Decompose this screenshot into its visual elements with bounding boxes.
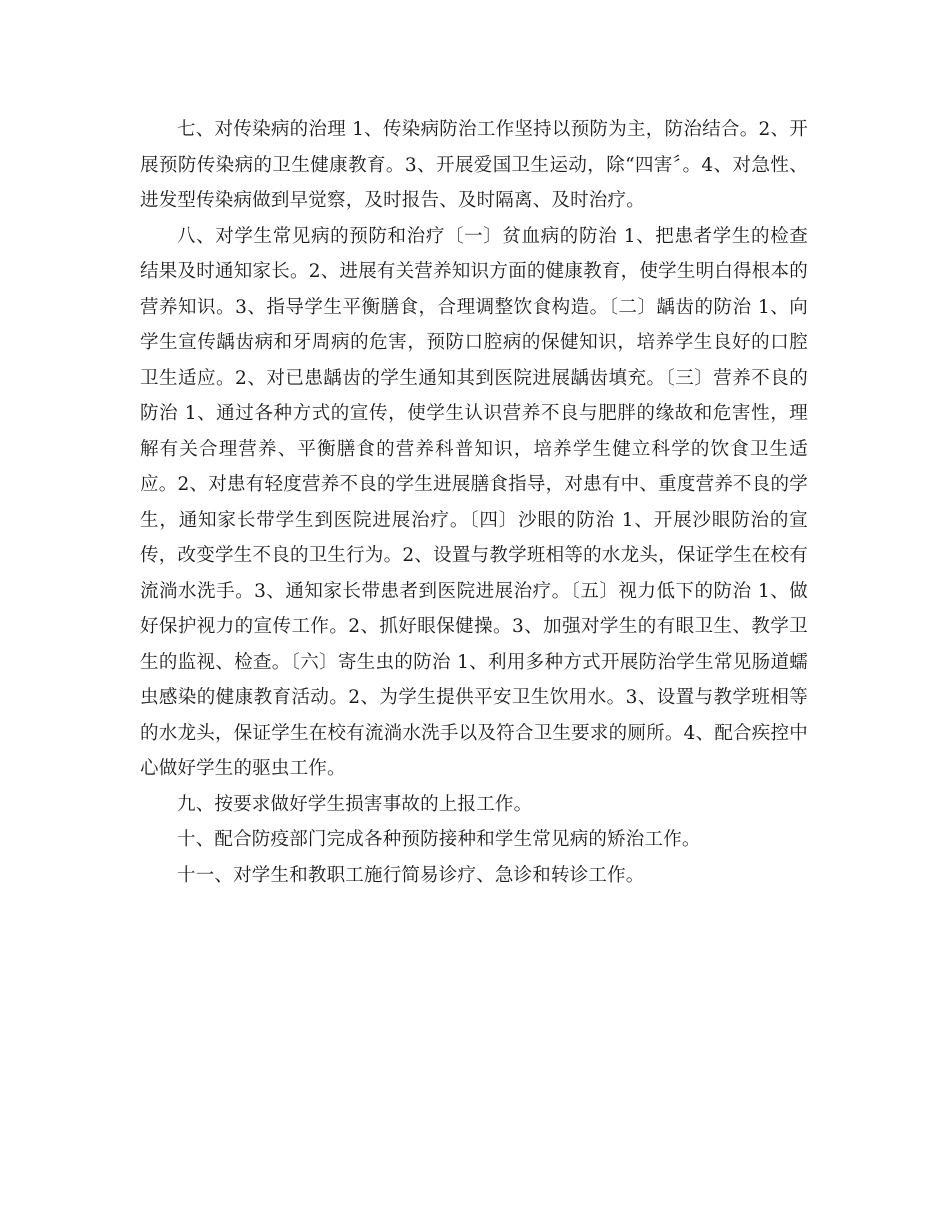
paragraph-vaccination-cooperation: 十、配合防疫部门完成各种预防接种和学生常见病的矫治工作。 [177, 829, 701, 850]
paragraph-injury-reporting: 九、按要求做好学生损害事故的上报工作。 [177, 793, 533, 815]
document-body [140, 112, 808, 893]
paragraph-medical-treatment: 十一、对学生和教职工施行简易诊疗、急诊和转诊工作。 [177, 864, 645, 886]
paragraph-common-disease-prevention: 八、对学生常见病的预防和治疗〔一〕贫血病的防治 1、把患者学生的检查结果及时通知家长。2、进展有关营养知识方面的健康教育，使学生明白得根本的营养知识。3、指导学生平衡膳食，合理调整饮食构造。〔二〕龋齿的防治 1、向学生宣传龋齿病和牙周病的危害，预防口腔病的保健知识，培养学生良好的口腔卫生适应。2、对已患龋齿的学生通知其到医院进展龋齿填充。〔三〕营养不良的防治 1、通过各种方式的宣传，使学生认识营养不良与肥胖的缘故和危害性，理解有关合理营养、平衡膳食的营养科普知识，培养学生健立科学的饮食卫生适应。2、对患有轻度营养不良的学生进展膳食指导，对患有中、重度营养不良的学生，通知家长带学生到医院进展治疗。〔四〕沙眼的防治 1、开展沙眼防治的宣传，改变学生不良的卫生行为。2、设置与教学班相等的水龙头，保证学生在校有流淌水洗手。3、通知家长带患者到医院进展治疗。〔五〕视力低下的防治 1、做好保护视力的宣传工作。2、抓好眼保健操。3、加强对学生的有眼卫生、教学卫生的监视、检查。〔六〕寄生虫的防治 1、利用多种方式开展防治学生常见肠道蠕虫感染的健康教育活动。2、为学生提供平安卫生饮用水。3、设置与教学班相等的水龙头，保证学生在校有流淌水洗手以及符合卫生要求的厕所。4、配合疾控中心做好学生的驱虫工作。 [140, 225, 808, 779]
paragraph-infectious-disease-management: 七、对传染病的治理 1、传染病防治工作坚持以预防为主，防治结合。2、开展预防传染病的卫生健康教育。3、开展爱国卫生运动，除“四害〞。4、对急性、进发型传染病做到早觉察，及时报告、及时隔离、及时治疗。 [140, 119, 808, 211]
